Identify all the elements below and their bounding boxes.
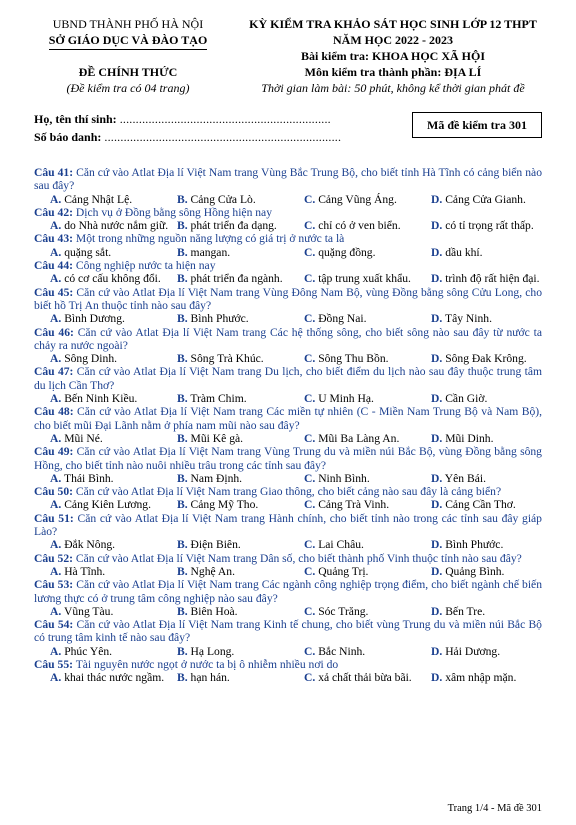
component-subject: Môn kiểm tra thành phần: ĐỊA LÍ (304, 65, 482, 79)
answer-option-d[interactable] (431, 645, 558, 658)
option-text: xả chất thải bừa bãi. (318, 671, 412, 685)
question-item (34, 326, 542, 366)
page-count-note: (Đề kiểm tra có 04 trang) (66, 81, 190, 95)
question-item (34, 552, 542, 579)
question-text: Căn cứ vào Atlat Địa lí Việt Nam trang Vùng Đông Nam Bộ, vùng Đồng bằng sông Cửu Long, cho biết hồ Trị An thuộc tỉnh nào sau đây? (34, 285, 542, 312)
option-letter: B. (177, 272, 188, 286)
option-letter: C. (304, 471, 316, 485)
answer-option-a[interactable] (34, 392, 177, 405)
option-letter: A. (50, 604, 62, 618)
answer-option-c[interactable] (304, 472, 431, 485)
answer-option-c[interactable] (304, 193, 431, 206)
option-letter: D. (431, 392, 443, 406)
answer-option-a[interactable] (34, 352, 177, 365)
question-item (34, 512, 542, 552)
option-letter: A. (50, 245, 62, 259)
option-letter: C. (304, 192, 316, 206)
question-text: Căn cứ vào Atlat Địa lí Việt Nam trang Vùng Trung du và miền núi Bắc Bộ, vùng Đồng bằng sông Hồng, cho biết tỉnh nào nuôi nhiều trâu trong các tỉnh sau đây? (34, 445, 542, 472)
answer-option-d[interactable] (431, 312, 558, 325)
option-letter: B. (177, 564, 188, 578)
option-letter: C. (304, 392, 316, 406)
option-text: Cần Giờ. (445, 392, 488, 406)
option-letter: B. (177, 352, 188, 366)
answer-option-d[interactable] (431, 498, 558, 511)
question-stem (34, 206, 542, 219)
answer-options (34, 472, 542, 485)
answer-options (34, 432, 542, 445)
question-stem (34, 445, 542, 472)
option-letter: B. (177, 471, 188, 485)
option-letter: C. (304, 352, 316, 366)
option-letter: C. (304, 564, 316, 578)
answer-option-b[interactable] (177, 671, 304, 684)
exam-subject: Bài kiểm tra: KHOA HỌC XÃ HỘI (301, 49, 485, 63)
option-text: Mũi Dinh. (445, 431, 494, 445)
question-number: Câu 42: (34, 205, 73, 219)
question-number: Câu 46: (34, 325, 74, 339)
question-item (34, 618, 542, 658)
option-letter: D. (431, 431, 443, 445)
answer-option-d[interactable] (431, 392, 558, 405)
question-text: Căn cứ vào Atlat Địa lí Việt Nam trang Các hệ thống sông, cho biết sông nào sau đây từ nước ta chảy ra nước ngoài? (34, 325, 542, 352)
question-item (34, 658, 542, 685)
option-letter: A. (50, 312, 62, 326)
question-text: Căn cứ vào Atlat Địa lí Việt Nam trang Vùng Bắc Trung Bộ, cho biết tỉnh Hà Tĩnh có cảng biển nào sau đây? (34, 166, 542, 193)
option-text: Cảng Vũng Áng. (318, 192, 397, 206)
answer-option-d[interactable] (431, 246, 558, 259)
answer-option-b[interactable] (177, 432, 304, 445)
option-text: Bình Dương. (64, 312, 125, 326)
option-text: Bắc Ninh. (318, 644, 366, 658)
answer-option-b[interactable] (177, 538, 304, 551)
option-letter: D. (431, 564, 443, 578)
option-text: Phúc Yên. (64, 644, 113, 658)
answer-options (34, 219, 542, 232)
option-text: dầu khí. (445, 245, 483, 259)
answer-options (34, 605, 542, 618)
answer-option-b[interactable] (177, 272, 304, 285)
option-text: Lai Châu. (318, 538, 364, 552)
option-letter: A. (50, 219, 62, 233)
option-letter: D. (431, 272, 443, 286)
answer-option-b[interactable] (177, 498, 304, 511)
student-name-label: Họ, tên thí sinh: (34, 112, 117, 126)
option-text: Biên Hoà. (190, 604, 238, 618)
option-letter: A. (50, 431, 62, 445)
student-id-label: Số báo danh: (34, 130, 102, 144)
option-text: Sông Dinh. (64, 352, 118, 366)
option-letter: D. (431, 192, 443, 206)
question-item (34, 405, 542, 445)
option-letter: C. (304, 604, 316, 618)
option-letter: D. (431, 644, 443, 658)
option-text: Hạ Long. (190, 644, 235, 658)
option-text: Đồng Nai. (318, 312, 367, 326)
question-item (34, 445, 542, 485)
student-name-line (34, 112, 331, 127)
question-text: Căn cứ vào Atlat Địa lí Việt Nam trang Kinh tế chung, cho biết vùng Trung du và miền núi Bắc Bộ có trung tâm kinh tế nào sau đây? (34, 618, 542, 645)
option-text: Hà Tĩnh. (64, 564, 106, 578)
answer-options (34, 272, 542, 285)
option-letter: B. (177, 245, 188, 259)
answer-option-a[interactable] (34, 565, 177, 578)
student-name-field[interactable]: .................................................................. (119, 112, 331, 126)
option-letter: A. (50, 644, 62, 658)
question-number: Câu 49: (34, 445, 74, 459)
question-stem (34, 365, 542, 392)
answer-option-d[interactable] (431, 538, 558, 551)
answer-option-c[interactable] (304, 565, 431, 578)
option-text: Điện Biên. (190, 538, 241, 552)
school-year: NĂM HỌC 2022 - 2023 (333, 33, 453, 47)
question-number: Câu 51: (34, 511, 74, 525)
option-text: Mũi Kê gà. (190, 431, 244, 445)
answer-option-d[interactable] (431, 472, 558, 485)
option-text: Tây Ninh. (444, 312, 492, 326)
option-text: Vũng Tàu. (63, 604, 114, 618)
option-text: Nam Định. (190, 471, 243, 485)
answer-options (34, 645, 542, 658)
option-text: phát triển đa ngành. (190, 272, 283, 286)
question-item (34, 365, 542, 405)
question-number: Câu 45: (34, 285, 74, 299)
question-text: Căn cứ vào Atlat Địa lí Việt Nam trang Các miền tự nhiên (C - Miền Nam Trung Bộ và Nam Bộ), cho biết mũi Đại Lãnh nằm ở phía nam mũi nào sau đây? (34, 405, 542, 432)
question-item (34, 259, 542, 286)
option-text: Quảng Trị. (318, 564, 369, 578)
answer-option-c[interactable] (304, 538, 431, 551)
answer-option-b[interactable] (177, 193, 304, 206)
header-left (34, 16, 222, 96)
option-letter: C. (304, 431, 316, 445)
option-letter: D. (431, 604, 443, 618)
answer-option-c[interactable] (304, 671, 431, 684)
option-letter: A. (50, 564, 62, 578)
option-letter: B. (177, 671, 188, 685)
answer-option-c[interactable] (304, 312, 431, 325)
answer-options (34, 565, 542, 578)
answer-option-b[interactable] (177, 312, 304, 325)
student-id-line (34, 130, 341, 145)
question-number: Câu 52: (34, 551, 73, 565)
option-text: Mũi Né. (64, 431, 103, 445)
option-letter: A. (50, 538, 62, 552)
option-letter: C. (304, 219, 316, 233)
option-text: tập trung xuất khẩu. (318, 272, 411, 286)
option-text: Cảng Kiên Lương. (64, 498, 151, 512)
department-name: SỞ GIÁO DỤC VÀ ĐÀO TẠO (34, 32, 222, 50)
answer-option-a[interactable] (34, 193, 177, 206)
question-item (34, 232, 542, 259)
answer-option-a[interactable] (34, 498, 177, 511)
option-text: phát triển đa dạng. (190, 219, 277, 233)
question-text: Căn cứ vào Atlat Địa lí Việt Nam trang Giao thông, cho biết cảng nào sau đây là cảng biển? (75, 485, 502, 499)
answer-option-d[interactable] (431, 219, 558, 232)
option-letter: D. (431, 219, 443, 233)
answer-option-a[interactable] (34, 432, 177, 445)
question-item (34, 286, 542, 326)
answer-option-b[interactable] (177, 392, 304, 405)
answer-option-d[interactable] (431, 352, 558, 365)
answer-option-a[interactable] (34, 538, 177, 551)
question-stem (34, 485, 542, 498)
answer-option-a[interactable] (34, 645, 177, 658)
answer-options (34, 193, 542, 206)
question-number: Câu 50: (34, 485, 73, 499)
option-text: Mũi Ba Làng An. (318, 431, 400, 445)
answer-option-d[interactable] (431, 432, 558, 445)
option-text: do Nhà nước nắm giữ. (64, 219, 169, 233)
question-number: Câu 53: (34, 578, 74, 592)
question-number: Câu 54: (34, 618, 74, 632)
option-text: khai thác nước ngầm. (64, 671, 165, 685)
answer-options (34, 538, 542, 551)
question-stem (34, 166, 542, 193)
answer-option-c[interactable] (304, 605, 431, 618)
answer-options (34, 671, 542, 684)
option-letter: A. (50, 671, 62, 685)
answer-option-a[interactable] (34, 272, 177, 285)
answer-option-c[interactable] (304, 645, 431, 658)
option-text: có tỉ trọng rất thấp. (445, 219, 534, 233)
answer-option-a[interactable] (34, 472, 177, 485)
option-text: Cảng Cửa Gianh. (445, 192, 526, 206)
option-letter: B. (177, 498, 188, 512)
question-list (34, 166, 542, 685)
option-text: xâm nhập mặn. (445, 671, 517, 685)
exam-title: KỲ KIỂM TRA KHẢO SÁT HỌC SINH LỚP 12 THPT (249, 17, 537, 31)
option-letter: D. (431, 352, 443, 366)
option-text: Sông Trà Khúc. (190, 352, 264, 366)
option-text: quặng sắt. (64, 245, 112, 259)
option-text: có cơ cấu không đổi. (64, 272, 161, 286)
answer-option-c[interactable] (304, 246, 431, 259)
option-letter: C. (304, 671, 316, 685)
question-number: Câu 47: (34, 365, 74, 379)
answer-option-a[interactable] (34, 605, 177, 618)
answer-option-c[interactable] (304, 352, 431, 365)
answer-option-b[interactable] (177, 352, 304, 365)
question-stem (34, 405, 542, 432)
answer-option-b[interactable] (177, 472, 304, 485)
option-text: Sông Đak Krông. (445, 352, 527, 366)
option-letter: D. (431, 671, 443, 685)
option-text: Sóc Trăng. (318, 604, 369, 618)
answer-option-d[interactable] (431, 193, 558, 206)
option-letter: C. (304, 644, 316, 658)
option-text: Cảng Trà Vinh. (318, 498, 390, 512)
question-stem (34, 326, 542, 353)
option-text: Cảng Mỹ Tho. (190, 498, 259, 512)
city-committee: UBND THÀNH PHỐ HÀ NỘI (52, 17, 204, 31)
answer-options (34, 246, 542, 259)
answer-option-b[interactable] (177, 565, 304, 578)
answer-option-a[interactable] (34, 219, 177, 232)
answer-option-c[interactable] (304, 272, 431, 285)
answer-option-a[interactable] (34, 246, 177, 259)
option-text: quặng đồng. (318, 245, 376, 259)
question-number: Câu 41: (34, 166, 74, 179)
question-stem (34, 259, 542, 272)
answer-options (34, 498, 542, 511)
question-text: Một trong những nguồn năng lượng có giá trị ở nước ta là (75, 232, 345, 246)
option-letter: A. (50, 392, 62, 406)
official-label: ĐỀ CHÍNH THỨC (78, 65, 178, 79)
time-allowed: Thời gian làm bài: 50 phút, không kể thời gian phát đề (261, 81, 525, 95)
answer-option-c[interactable] (304, 432, 431, 445)
option-letter: A. (50, 471, 62, 485)
option-letter: C. (304, 312, 316, 326)
question-text: Căn cứ vào Atlat Địa lí Việt Nam trang Hành chính, cho biết tỉnh nào trong các tỉnh sau đây giáp Lào? (34, 511, 542, 539)
answer-option-b[interactable] (177, 645, 304, 658)
option-text: Tràm Chim. (190, 392, 247, 406)
option-text: Bình Phước. (190, 312, 249, 326)
answer-option-c[interactable] (304, 392, 431, 405)
option-letter: B. (177, 312, 188, 326)
page-footer: Trang 1/4 - Mã đề 301 (447, 803, 542, 814)
exam-code-box (412, 112, 542, 138)
option-text: Bến Ninh Kiều. (64, 392, 138, 406)
option-letter: B. (177, 219, 188, 233)
question-number: Câu 48: (34, 405, 74, 419)
answer-option-b[interactable] (177, 246, 304, 259)
option-letter: B. (177, 192, 188, 206)
option-letter: A. (50, 498, 62, 512)
option-letter: B. (177, 604, 188, 618)
option-letter: B. (177, 431, 188, 445)
option-letter: D. (431, 245, 443, 259)
option-text: Bến Tre. (445, 604, 486, 618)
answer-option-d[interactable] (431, 605, 558, 618)
answer-option-d[interactable] (431, 272, 558, 285)
answer-option-b[interactable] (177, 219, 304, 232)
question-text: Căn cứ vào Atlat Địa lí Việt Nam trang Dân số, cho biết thành phố Vinh thuộc tỉnh nào sau đây? (75, 551, 522, 565)
option-letter: C. (304, 245, 316, 259)
option-letter: C. (304, 498, 316, 512)
answer-option-c[interactable] (304, 498, 431, 511)
question-number: Câu 43: (34, 232, 73, 246)
answer-options (34, 352, 542, 365)
answer-option-a[interactable] (34, 671, 177, 684)
question-stem (34, 552, 542, 565)
option-text: Cảng Cần Thơ. (445, 498, 516, 512)
question-text: Dịch vụ ở Đồng bằng sông Hồng hiện nay (75, 205, 273, 219)
option-text: Thái Bình. (63, 471, 114, 485)
question-stem (34, 658, 542, 671)
option-letter: C. (304, 272, 316, 286)
option-text: hạn hán. (190, 671, 230, 685)
answer-option-b[interactable] (177, 605, 304, 618)
option-text: chỉ có ở ven biển. (318, 219, 401, 233)
question-stem (34, 232, 542, 245)
option-text: Cảng Nhật Lệ. (64, 192, 133, 206)
question-number: Câu 55: (34, 657, 73, 671)
option-letter: B. (177, 644, 188, 658)
question-text: Tài nguyên nước ngọt ở nước ta bị ô nhiễm nhiều nơi do (75, 657, 339, 671)
option-letter: D. (431, 498, 443, 512)
option-text: Nghệ An. (190, 564, 235, 578)
answer-option-d[interactable] (431, 565, 558, 578)
exam-code: Mã đề kiểm tra 301 (427, 117, 527, 132)
option-text: Quảng Bình. (445, 564, 505, 578)
option-text: Cảng Cửa Lò. (190, 192, 256, 206)
option-letter: B. (177, 538, 188, 552)
answer-option-d[interactable] (431, 671, 558, 684)
header-right (228, 16, 558, 96)
question-stem (34, 578, 542, 605)
option-text: Hải Dương. (445, 644, 501, 658)
answer-option-a[interactable] (34, 312, 177, 325)
answer-option-c[interactable] (304, 219, 431, 232)
question-item (34, 206, 542, 233)
option-letter: C. (304, 538, 316, 552)
question-text: Căn cứ vào Atlat Địa lí Việt Nam trang Du lịch, cho biết điểm du lịch nào sau đây thuộc trung tâm du lịch Cần Thơ? (34, 365, 542, 392)
option-text: U Minh Hạ. (318, 392, 374, 406)
question-item (34, 485, 542, 512)
question-item (34, 166, 542, 206)
question-item (34, 578, 542, 618)
answer-options (34, 392, 542, 405)
option-text: Đắk Nông. (64, 538, 116, 552)
question-stem (34, 286, 542, 313)
option-text: Ninh Bình. (318, 471, 370, 485)
question-text: Căn cứ vào Atlat Địa lí Việt Nam trang Các ngành công nghiệp trọng điểm, cho biết ngành chế biến lương thực có ở trung tâm công nghiệp nào sau đây? (34, 578, 542, 605)
option-text: Yên Bái. (444, 471, 486, 485)
option-text: trình độ rất hiện đại. (445, 272, 540, 286)
option-letter: A. (50, 352, 62, 366)
question-number: Câu 44: (34, 259, 73, 273)
option-letter: D. (431, 538, 443, 552)
option-text: Sông Thu Bồn. (318, 352, 389, 366)
student-id-field[interactable]: .......................................................................... (104, 130, 342, 144)
answer-options (34, 312, 542, 325)
question-stem (34, 618, 542, 645)
question-stem (34, 512, 542, 539)
option-letter: D. (431, 312, 443, 326)
option-letter: A. (50, 192, 62, 206)
option-text: Bình Phước. (445, 538, 504, 552)
option-text: mangan. (190, 245, 231, 259)
option-letter: B. (177, 392, 188, 406)
question-text: Công nghiệp nước ta hiện nay (75, 259, 216, 273)
option-letter: D. (431, 471, 443, 485)
option-letter: A. (50, 272, 62, 286)
